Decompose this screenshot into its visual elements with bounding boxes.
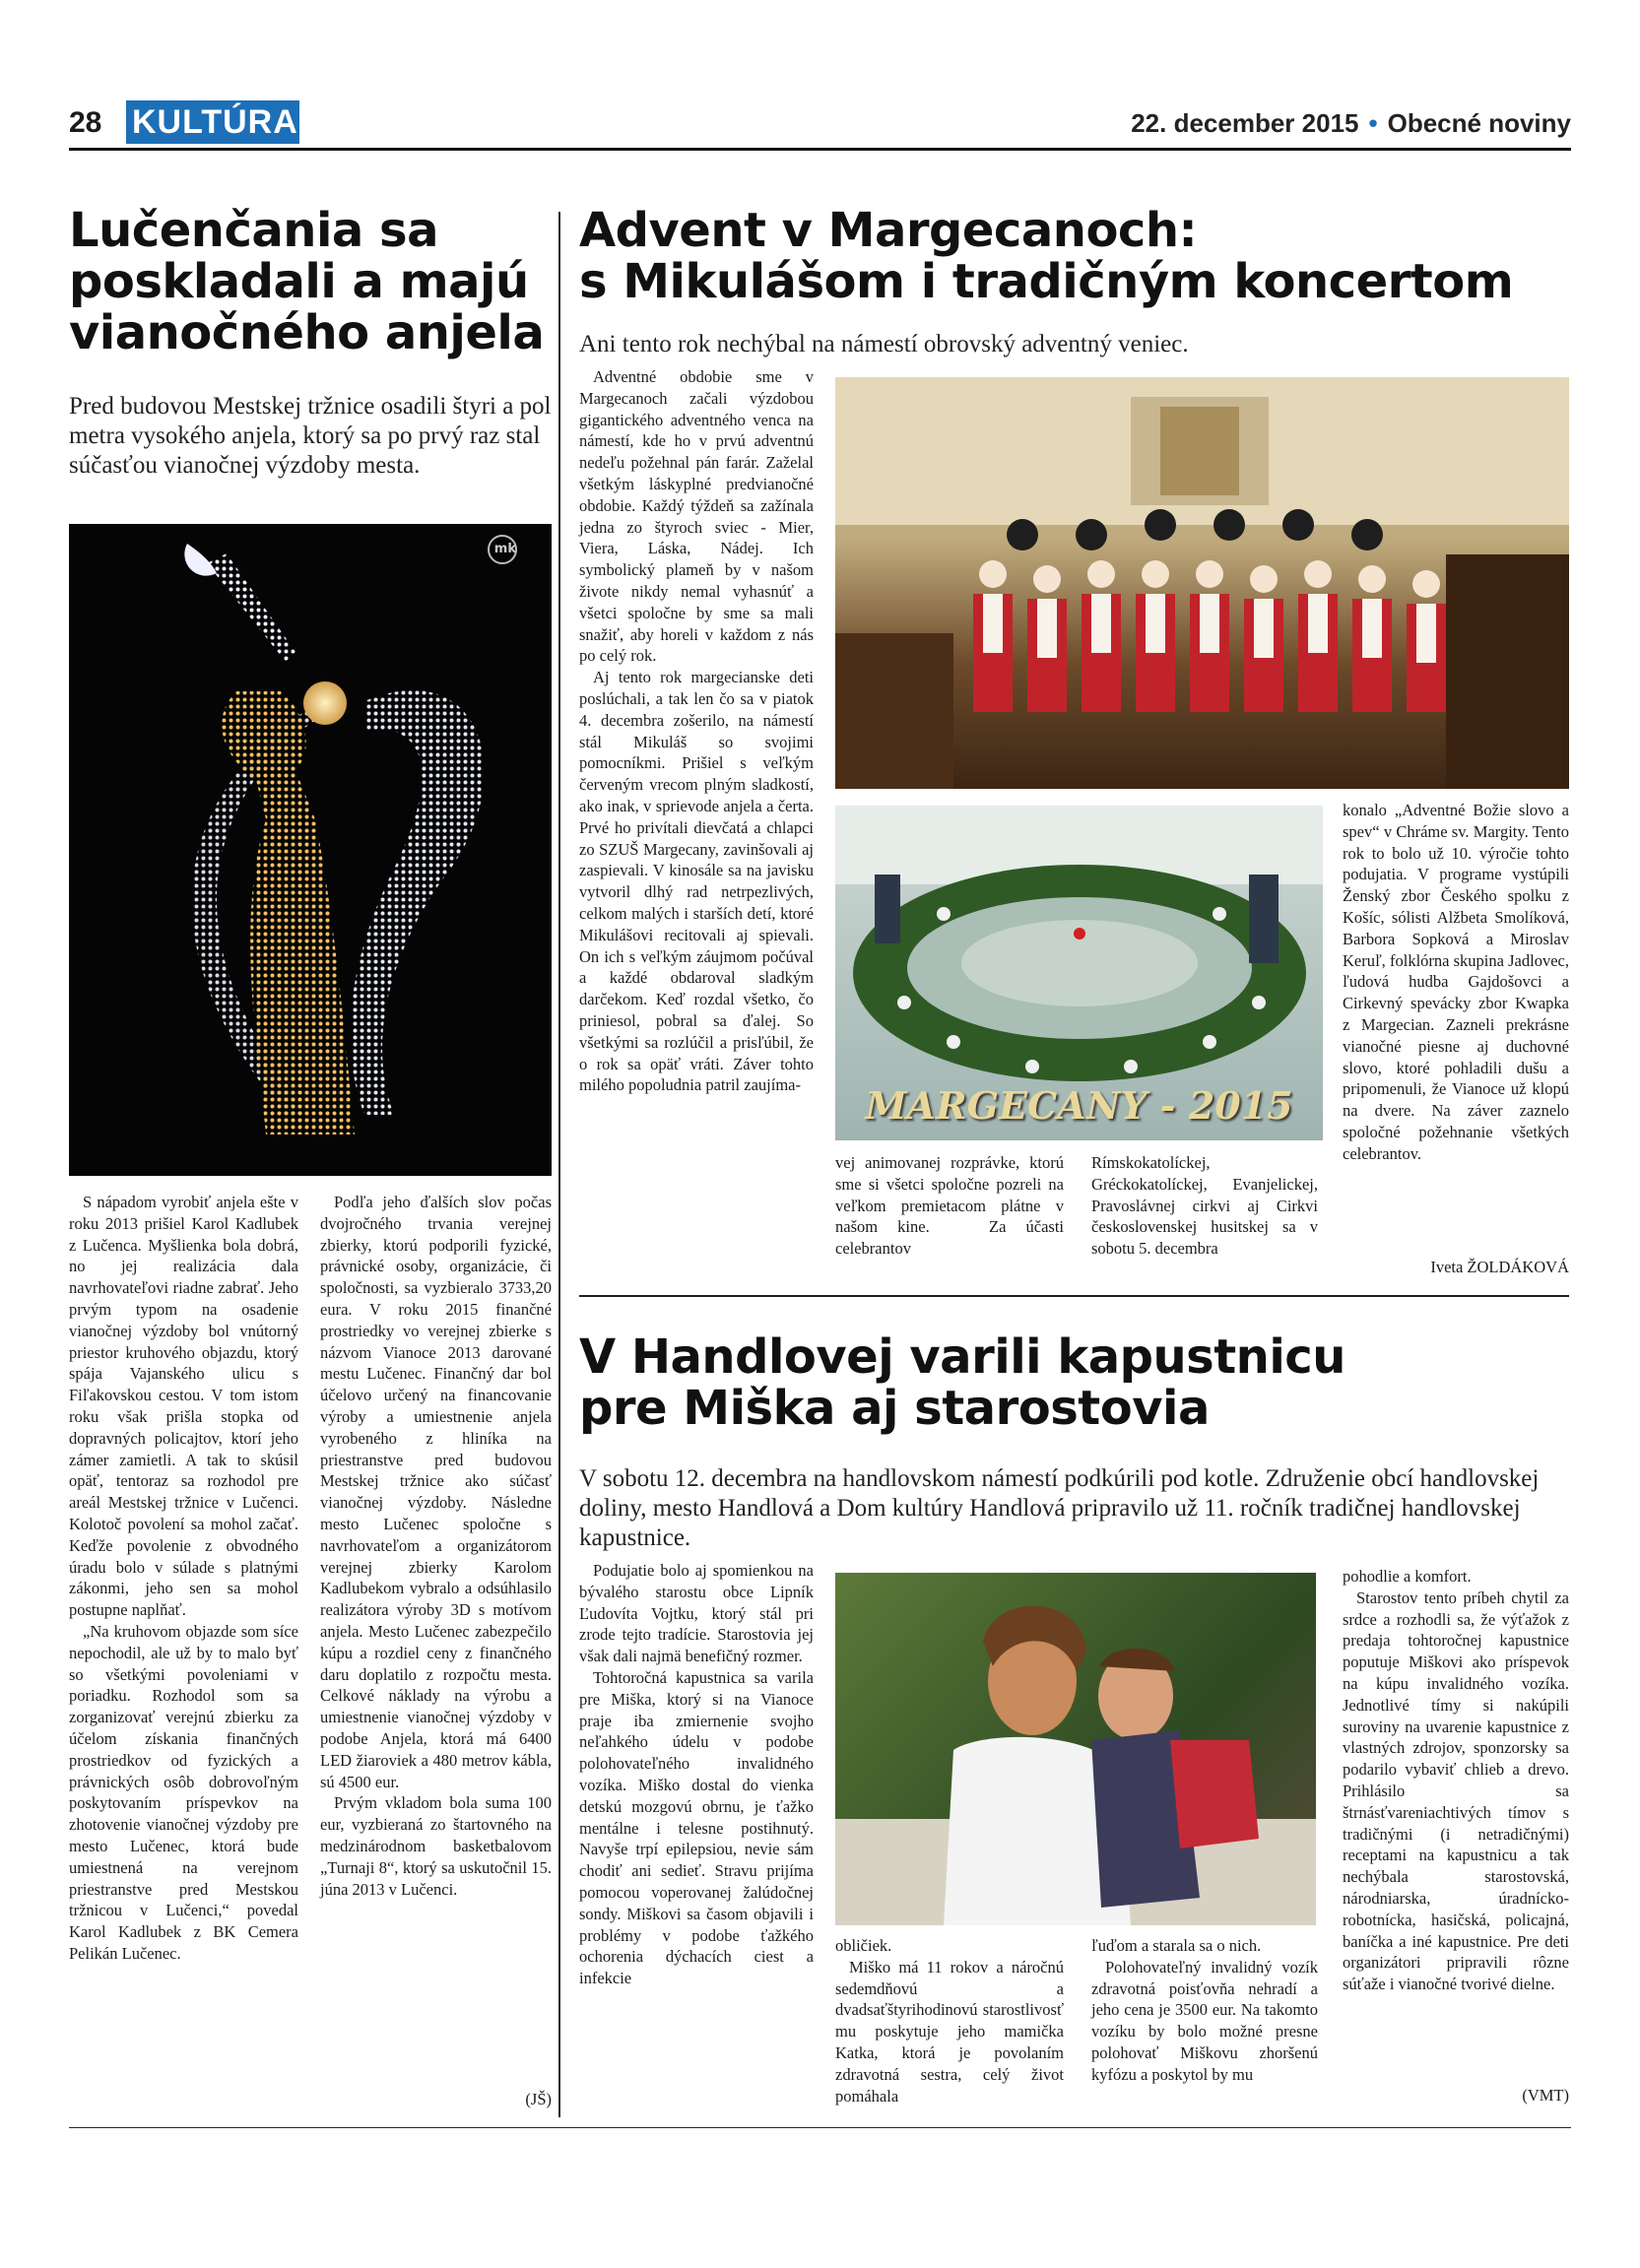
issue-date: 22. december 2015 — [1131, 108, 1359, 138]
issue-info — [1131, 108, 1571, 139]
article3-column-4 — [1343, 1566, 1569, 1995]
title-line: pre Miška aj starostovia — [579, 1381, 1210, 1436]
paragraph: Aj tento rok margecianske deti poslúchali, a tak len čo sa v piatok 4. decembra zošerilo, na námestí stál Mikuláš so svojimi pomocníkmi. Prišiel s veľkým červeným vrecom plným sladkostí, ako inak, v sprievode anjela a čerta. Prvé ho privítali dievčatá a chlapci zo SZUŠ Margecany, zavinšovali aj zaspievali. V kinosále sa na javisku vytvoril dlhý rad netrpezlivých, celkom malých i starších detí, ktoré Mikulášovi recitovali aj spievali. On ich s veľkým záujmom počúval a každé obdaroval sladkým darčekom. Keď rozdal všetko, čo priniesol, pobral sa ďalej. So všetkými sa rozlúčil a prisľúbil, že o rok sa opäť vráti. Záver tohto milého popoludnia patril zaujíma- — [579, 668, 814, 1095]
paragraph: „Na kruhovom objazde som síce nepochodil, ale už by to malo byť so všetkými povoleniami v poriadku. Rozhodol som sa zorganizovať verejnú zbierku za účelom získania finančných prostriedkov od fyzických a právnických osôb dobrovoľným poskytovaním príspevkov na zhotovenie vianočnej výzdoby pre mesto Lučenec, ktorá bude umiestnená na verejnom priestranstve pred Mestskou tržnicou v Lučenci,“ povedal Karol Kadlubek z BK Cemera Pelikán Lučenec. — [69, 1621, 298, 1963]
article2-column-1 — [579, 366, 814, 1096]
paragraph: Polohovateľný invalidný vozík zdravotná poisťovňa nehradí a jeho cena je 3500 eur. Na takomto vozíku by bolo možné presne polohovať Miškovu zhoršenú kyfózu a poskytol by mu — [1091, 1957, 1318, 2084]
article2-column-4 — [1343, 800, 1569, 1165]
column-divider — [558, 212, 560, 2117]
article2-signature: Iveta ŽOLDÁKOVÁ — [1430, 1258, 1569, 1276]
paragraph: Tohtoročná kapustnica sa varila pre Miška, ktorý si na Vianoce praje iba zmiernenie svojho neľahkého údelu v podobe polohovateľného invalidného vozíka. Miško dostal do vienka detskú mozgovú obrnu, je ťažko mentálne i telesne postihnutý. Navyše trpí epilepsiou, nevie sám chodiť ani sedieť. Stravu prijíma pomocou voperovanej žalúdočnej sondy. Miškovi sa časom objavili i problémy v podobe ťažkého ochorenia dýchacích ciest a infekcie — [579, 1667, 814, 1988]
title-line: s Mikulášom i tradičným koncertom — [579, 254, 1514, 309]
article1-column-2 — [320, 1192, 552, 1900]
article3-lead: V sobotu 12. decembra na handlovskom námestí podkúrili pod kotle. Združenie obcí handlovskej doliny, mesto Handlová a Dom kultúry Handlová pripravilo už 11. ročník tradičnej handlovskej kapustnice. — [579, 1465, 1540, 1551]
title-line: Advent v Margecanoch: — [579, 203, 1198, 258]
article1-lead: Pred budovou Mestskej tržnice osadili štyri a pol metra vysokého anjela, ktorý sa po prvý raz stal súčasťou vianočnej výzdoby mesta. — [69, 393, 552, 479]
paragraph: Prvým vkladom bola suma 100 eur, vyzbieraná zo štartovného na medzinárodnom basketbalovom „Turnaji 8“, ktorý sa uskutočnil 15. júna 2013 v Lučenci. — [320, 1793, 552, 1899]
paragraph: konalo „Adventné Božie slovo a spev“ v Chráme sv. Margity. Tento rok to bolo už 10. výročie tohto podujatia. V programe vystúpili Ženský zbor Českého spolku z Košíc, sólisti Alžbeta Smolíková, Barbora Sopková a Miroslav Keruľ, folklórna skupina Jadlovec, ľudová hudba Gajdošovci a Cirkevný spevácky zbor Kwapka z Margecian. Zazneli prekrásne vianočné piesne aj duchovné slovo, ktoré pohladili dušu a pripomenuli, že Vianoce už klopú na dvere. Na záver zaznelo spoločné požehnanie všetkých celebrantov. — [1343, 801, 1569, 1163]
paragraph: pohodlie a komfort. — [1343, 1567, 1472, 1586]
wreath-caption: MARGECANY - 2015 — [865, 1083, 1293, 1128]
paragraph: Podľa jeho ďalších slov počas dvojročného trvania verejnej zbierky, ktorú podporili fyzické, právnické osoby, organizácie, či spoločnosti, sa vyzbieralo 3733,20 eura. V roku 2015 finančné prostriedky vo verejnej zbierke s názvom Vianoce 2013 darované mestu Lučenec. Finančný dar bol účelovo určený na financovanie výroby a umiestnenie anjela vyrobeného z hliníka na priestranstve pred budovou Mestskej tržnice ako súčasť vianočnej výzdoby. Následne mesto Lučenec spoločne s navrhovateľom a organizátorom verejnej zbierky Karolom Kadlubekom vybralo a odsúhlasilo realizátora výroby 3D s motívom anjela. Mesto Lučenec zabezpečilo kúpu a rozdiel ceny z finančného daru doplatilo z rozpočtu mesta. Celkové náklady na výrobu a umiestnenie vianočnej výzdoby v podobe Anjela, ktorá má 6400 LED žiaroviek a 480 metrov kábla, sú 4500 eur. — [320, 1193, 552, 1791]
footer-rule — [69, 2127, 1571, 2128]
article1-title — [69, 205, 552, 358]
paragraph: Podujatie bolo aj spomienkou na bývalého starostu obce Lipník Ľudovíta Vojtku, ktorý stál pri zrode tejto tradície. Starostovia jej však dali najmä benefičný rozmer. — [579, 1561, 814, 1666]
mother-son-photo — [835, 1573, 1316, 1925]
paragraph: Miško má 11 rokov a náročnú sedemdňovú a dvadsaťštyrihodinovú starostlivosť mu poskytuje jeho mamička Katka, ktorá je povolaním zdravotná sestra, celý život pomáhala — [835, 1957, 1064, 2106]
article-divider — [579, 1295, 1569, 1297]
article3-column-3 — [1091, 1935, 1318, 2086]
advent-wreath-photo — [835, 806, 1323, 1140]
paragraph: S nápadom vyrobiť anjela ešte v roku 2013 prišiel Karol Kadlubek z Lučenca. Myšlienka bola dobrá, no jej realizácia dala navrhovateľovi riadne zabrať. Jeho prvým typom na osadenie vianočnej výzdoby bol vnútorný priestor kruhového objazdu, ktorý spája Vajanského ulicu s Fiľakovskou cestou. V tom istom roku však prišla stopka od dopravných policajtov, ktorí jeho zámer zamietli. A tak to skúsil opäť, tentoraz sa rozhodol pre areál Mestskej tržnice v Lučenci. Kolotoč povolení sa mohol začať. Keďže povolenie z obvodného úradu bolo v súlade s platnými zákonmi, jeho sen sa mohol postupne naplňať. — [69, 1193, 298, 1620]
article3-column-1 — [579, 1560, 814, 1989]
header-rule — [69, 148, 1571, 151]
article2-title — [579, 205, 1574, 307]
paragraph: Adventné obdobie sme v Margecanoch začali výzdobou gigantického adventného venca na námestí, kde ho v prvú adventnú nedeľu požehnal pán farár. Zaželal všetkým láskyplné predvianočné obdobie. Každý týždeň sa zažínala jedna zo štyroch sviec - Mier, Viera, Láska, Nádej. Ich symbolický plameň by v našom živote nikdy nemal vyhasnúť a všetci spoločne by sme sa mali snažiť, aby horeli v každom z nás po celý rok. — [579, 367, 814, 666]
mother-son-scene — [835, 1573, 1316, 1925]
paragraph: Starostov tento príbeh chytil za srdce a rozhodli sa, že výťažok z predaja tohtoročnej kapustnice poputuje Miškovi ako príspevok na kúpu invalidného vozíka. Jednotlivé tímy si nakúpili suroviny na uvarenie kapustnice z vlastných zdrojov, sponzorsky sa podarilo vybaviť chlieb a drevo. Prihlásilo sa štrnásťvareniachtivých tímov s tradičnými (i netradičnými) receptami na kapustnicu a tak nechýbala starostovská, národniarska, úradnícko-robotnícka, hasičská, policajná, baníčka a iné kapustnice. Pre deti organizátori pripravili rôzne súťaže i vianočné tvorivé dielne. — [1343, 1588, 1569, 1994]
title-line: poskladali a majú — [69, 254, 529, 309]
choir-photo — [835, 377, 1569, 789]
article1-signature: (JŠ) — [525, 2090, 552, 2108]
article2-lead: Ani tento rok nechýbal na námestí obrovský adventný veniec. — [579, 331, 1189, 357]
article2-column-3: Rímskokatolíckej, Gréckokatolíckej, Evanjelickej, Pravoslávnej cirkvi aj Cirkvi československej husitskej sa v sobotu 5. decembra — [1091, 1153, 1318, 1259]
newspaper-name: Obecné noviny — [1387, 108, 1571, 138]
article3-title — [579, 1331, 1574, 1434]
separator-bullet: • — [1368, 108, 1378, 138]
section-label: KULTÚRA — [126, 100, 299, 144]
angel-photo — [69, 524, 552, 1176]
title-line: vianočného anjela — [69, 305, 545, 360]
angel-illustration — [69, 524, 552, 1176]
article3-signature: (VMT) — [1522, 2086, 1569, 2105]
article2-column-2: vej animovanej rozprávke, ktorú sme si všetci spoločne pozreli na veľkom premietacom plátne v našom kine. Za účasti celebrantov — [835, 1153, 1064, 1259]
paragraph: obličiek. — [835, 1936, 892, 1955]
paragraph: ľuďom a starala sa o nich. — [1091, 1936, 1262, 1955]
article3-column-2 — [835, 1935, 1064, 2106]
article1-column-1 — [69, 1192, 298, 1965]
choir-scene — [835, 377, 1569, 789]
page-number: 28 — [69, 106, 102, 139]
title-line: V Handlovej varili kapustnicu — [579, 1329, 1345, 1385]
photo-credit-logo: mk — [493, 542, 516, 556]
title-line: Lučenčania sa — [69, 203, 438, 258]
